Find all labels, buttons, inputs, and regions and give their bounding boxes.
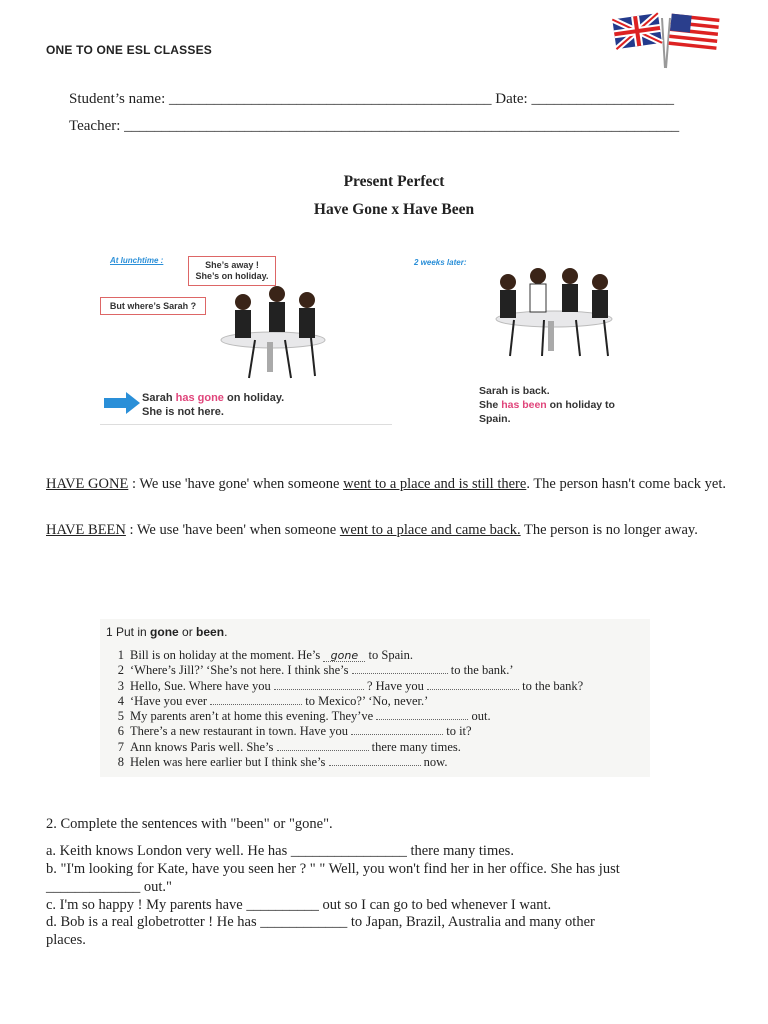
page-title: Present Perfect: [343, 173, 445, 190]
exercise-1-title: 1 Put in gone or been.: [106, 625, 228, 639]
scene2-caption-line1: Sarah is back.: [479, 385, 550, 397]
list-item: 3 Hello, Sue. Where have you ? Have you to the bank?: [117, 678, 584, 693]
rule-have-gone: HAVE GONE : We use 'have gone' when someone went to a place and is still there. The person hasn't come back yet.: [46, 476, 726, 492]
exercise-2-item-b: b. "I'm looking for Kate, have you seen her ? " " Well, you won't find her in her office. She has just: [46, 861, 620, 877]
exercise-2-item-d-cont: places.: [46, 932, 86, 948]
list-item: 8 Helen was here earlier but I think she’s now.: [117, 755, 448, 770]
rule-have-been: HAVE BEEN : We use 'have been' when someone went to a place and came back. The person is no longer away.: [46, 522, 698, 538]
illustration-two-weeks-later: [408, 250, 638, 424]
list-item: 1 Bill is on holiday at the moment. He’s gone to Spain.: [117, 648, 413, 662]
list-item: 2 ‘Where’s Jill?’ ‘She’s not here. I think she’s to the bank.’: [117, 663, 514, 678]
answer-blank[interactable]: [351, 725, 443, 735]
answer-blank[interactable]: [329, 756, 421, 766]
speech-bubble-left: But where’s Sarah ?: [100, 297, 206, 315]
time-label: At lunchtime :: [110, 256, 164, 265]
uk-us-flags-icon: [610, 10, 722, 72]
list-item: 5 My parents aren’t at home this evening. They’ve out.: [117, 709, 491, 724]
exercise-2-item-a: a. Keith knows London very well. He has ________________ there many times.: [46, 843, 514, 859]
answer-blank[interactable]: [210, 695, 302, 705]
answer-blank[interactable]: [277, 741, 369, 751]
exercise-2-item-d: d. Bob is a real globetrotter ! He has ____________ to Japan, Brazil, Australia and many other: [46, 914, 595, 930]
right-arrow-icon: [104, 392, 140, 414]
list-item: 4 ‘Have you ever to Mexico?’ ‘No, never.’: [117, 693, 429, 708]
answer-blank[interactable]: [427, 680, 519, 690]
answer-blank[interactable]: [352, 664, 448, 674]
answer-blank[interactable]: [274, 680, 364, 690]
teacher-line: Teacher: __________________________________________________________________________: [69, 118, 680, 134]
women-at-table-illustration: [215, 280, 330, 385]
page-subtitle: Have Gone x Have Been: [313, 201, 475, 218]
exercise-2-title: 2. Complete the sentences with "been" or "gone".: [46, 816, 333, 832]
speech-bubble-right: She’s away ! She’s on holiday.: [188, 256, 276, 286]
exercise-1-list: [108, 648, 583, 770]
list-item: 6 There’s a new restaurant in town. Have you to it?: [117, 724, 472, 739]
women-at-table-illustration: [488, 264, 623, 364]
student-name-date-line: Student’s name: ___________________________________________ Date: ___________________: [69, 91, 674, 107]
answer-blank[interactable]: gone: [323, 652, 365, 662]
scene1-caption: Sarah has gone on holiday. She is not here.: [142, 392, 285, 418]
illustration-lunchtime: [100, 250, 392, 425]
scene2-caption: She has been on holiday to Spain.: [479, 399, 615, 425]
school-name: ONE TO ONE ESL CLASSES: [46, 43, 212, 57]
list-item: 7 Ann knows Paris well. She’s there many times.: [117, 739, 461, 754]
exercise-2-item-c: c. I'm so happy ! My parents have __________ out so I can go to bed whenever I want.: [46, 897, 552, 913]
answer-blank[interactable]: [376, 710, 468, 720]
exercise-2-item-b-cont: _____________ out.": [46, 879, 172, 895]
time-label: 2 weeks later:: [414, 258, 467, 267]
